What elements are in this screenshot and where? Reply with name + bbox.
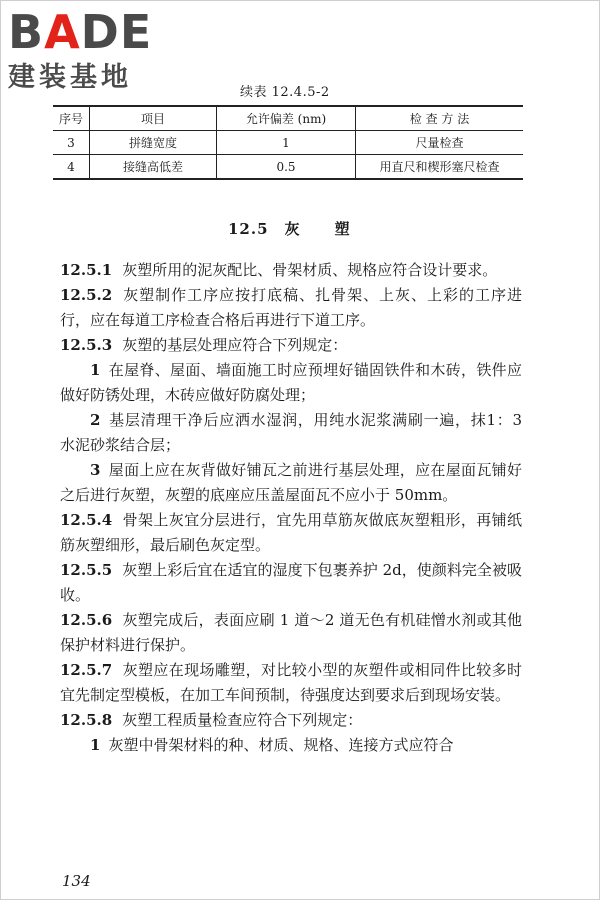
table-cell: 0.5 bbox=[217, 155, 356, 180]
clause-number: 12.5.1 bbox=[60, 261, 113, 279]
clause-text: 灰塑完成后，表面应刷 1 道～2 道无色有机硅憎水剂或其他保护材料进行保护。 bbox=[60, 611, 522, 654]
table-row bbox=[53, 131, 523, 155]
section-title-char: 灰 bbox=[284, 220, 301, 238]
clause bbox=[60, 258, 522, 283]
clause-item bbox=[60, 358, 522, 408]
section-title-char: 塑 bbox=[334, 220, 351, 238]
clause-text: 灰塑所用的泥灰配比、骨架材质、规格应符合设计要求。 bbox=[122, 261, 498, 279]
table-cell: 用直尺和楔形塞尺检查 bbox=[356, 155, 524, 180]
clause bbox=[60, 658, 522, 708]
clause-text: 灰塑工程质量检查应符合下列规定： bbox=[122, 711, 363, 729]
clause-item bbox=[60, 408, 522, 458]
clause bbox=[60, 283, 522, 333]
clause-number: 12.5.5 bbox=[60, 561, 113, 579]
section-number: 12.5 bbox=[228, 220, 269, 238]
clause-number: 12.5.8 bbox=[60, 711, 113, 729]
header-cell: 序号 bbox=[53, 106, 90, 131]
logo-wordmark: BADE bbox=[8, 5, 153, 59]
table-cell: 尺量检查 bbox=[356, 131, 524, 155]
item-number: 2 bbox=[90, 411, 101, 429]
page-number: 134 bbox=[62, 872, 91, 890]
item-text: 屋面上应在灰背做好铺瓦之前进行基层处理，应在屋面瓦铺好之后进行灰塑，灰塑的底座应压盖屋面瓦不应小于 50mm。 bbox=[60, 461, 522, 504]
clause-number: 12.5.2 bbox=[60, 286, 113, 304]
table-cell: 4 bbox=[53, 155, 90, 180]
item-number: 1 bbox=[90, 361, 101, 379]
watermark-logo bbox=[6, 4, 176, 99]
table-cell: 1 bbox=[217, 131, 356, 155]
item-number: 3 bbox=[90, 461, 101, 479]
table-caption: 续表 12.4.5-2 bbox=[240, 85, 330, 100]
body-text bbox=[60, 258, 522, 758]
clause-number: 12.5.6 bbox=[60, 611, 113, 629]
clause-text: 灰塑应在现场雕塑，对比较小型的灰塑件或相同件比较多时宜先制定型模板，在加工车间预制，待强度达到要求后到现场安装。 bbox=[60, 661, 522, 704]
item-text: 在屋脊、屋面、墙面施工时应预埋好锚固铁件和木砖，铁件应做好防锈处理，木砖应做好防腐处理； bbox=[60, 361, 522, 404]
clause-text: 灰塑制作工序应按打底稿、扎骨架、上灰、上彩的工序进行，应在每道工序检查合格后再进行下道工序。 bbox=[60, 286, 522, 329]
table-row bbox=[53, 155, 523, 180]
item-number: 1 bbox=[90, 736, 101, 754]
clause-number: 12.5.4 bbox=[60, 511, 113, 529]
clause bbox=[60, 708, 522, 733]
header-cell: 项目 bbox=[90, 106, 217, 131]
clause-text: 灰塑的基层处理应符合下列规定： bbox=[122, 336, 348, 354]
header-cell: 允许偏差 (nm) bbox=[217, 106, 356, 131]
table-header-row bbox=[53, 106, 523, 131]
clause bbox=[60, 508, 522, 558]
clause-item bbox=[60, 458, 522, 508]
item-text: 灰塑中骨架材料的种、材质、规格、连接方式应符合 bbox=[108, 736, 454, 754]
section-heading bbox=[228, 218, 351, 239]
table-cell: 拼缝宽度 bbox=[90, 131, 217, 155]
clause bbox=[60, 608, 522, 658]
clause-text: 灰塑上彩后宜在适宜的湿度下包裹养护 2d，使颜料完全被吸收。 bbox=[60, 561, 522, 604]
tolerance-table bbox=[53, 105, 523, 180]
clause-item bbox=[60, 733, 522, 758]
clause-number: 12.5.7 bbox=[60, 661, 113, 679]
header-cell: 检 查 方 法 bbox=[356, 106, 524, 131]
clause-number: 12.5.3 bbox=[60, 336, 113, 354]
table-cell: 接缝高低差 bbox=[90, 155, 217, 180]
clause-text: 骨架上灰宜分层进行，宜先用草筋灰做底灰塑粗形，再铺纸筋灰塑细形，最后刷色灰定型。 bbox=[60, 511, 522, 554]
table-cell: 3 bbox=[53, 131, 90, 155]
clause bbox=[60, 558, 522, 608]
logo-subtitle: 建装基地 bbox=[8, 62, 132, 93]
clause bbox=[60, 333, 522, 358]
item-text: 基层清理干净后应洒水湿润，用纯水泥浆满刷一遍，抹1：3 水泥砂浆结合层； bbox=[60, 411, 522, 454]
